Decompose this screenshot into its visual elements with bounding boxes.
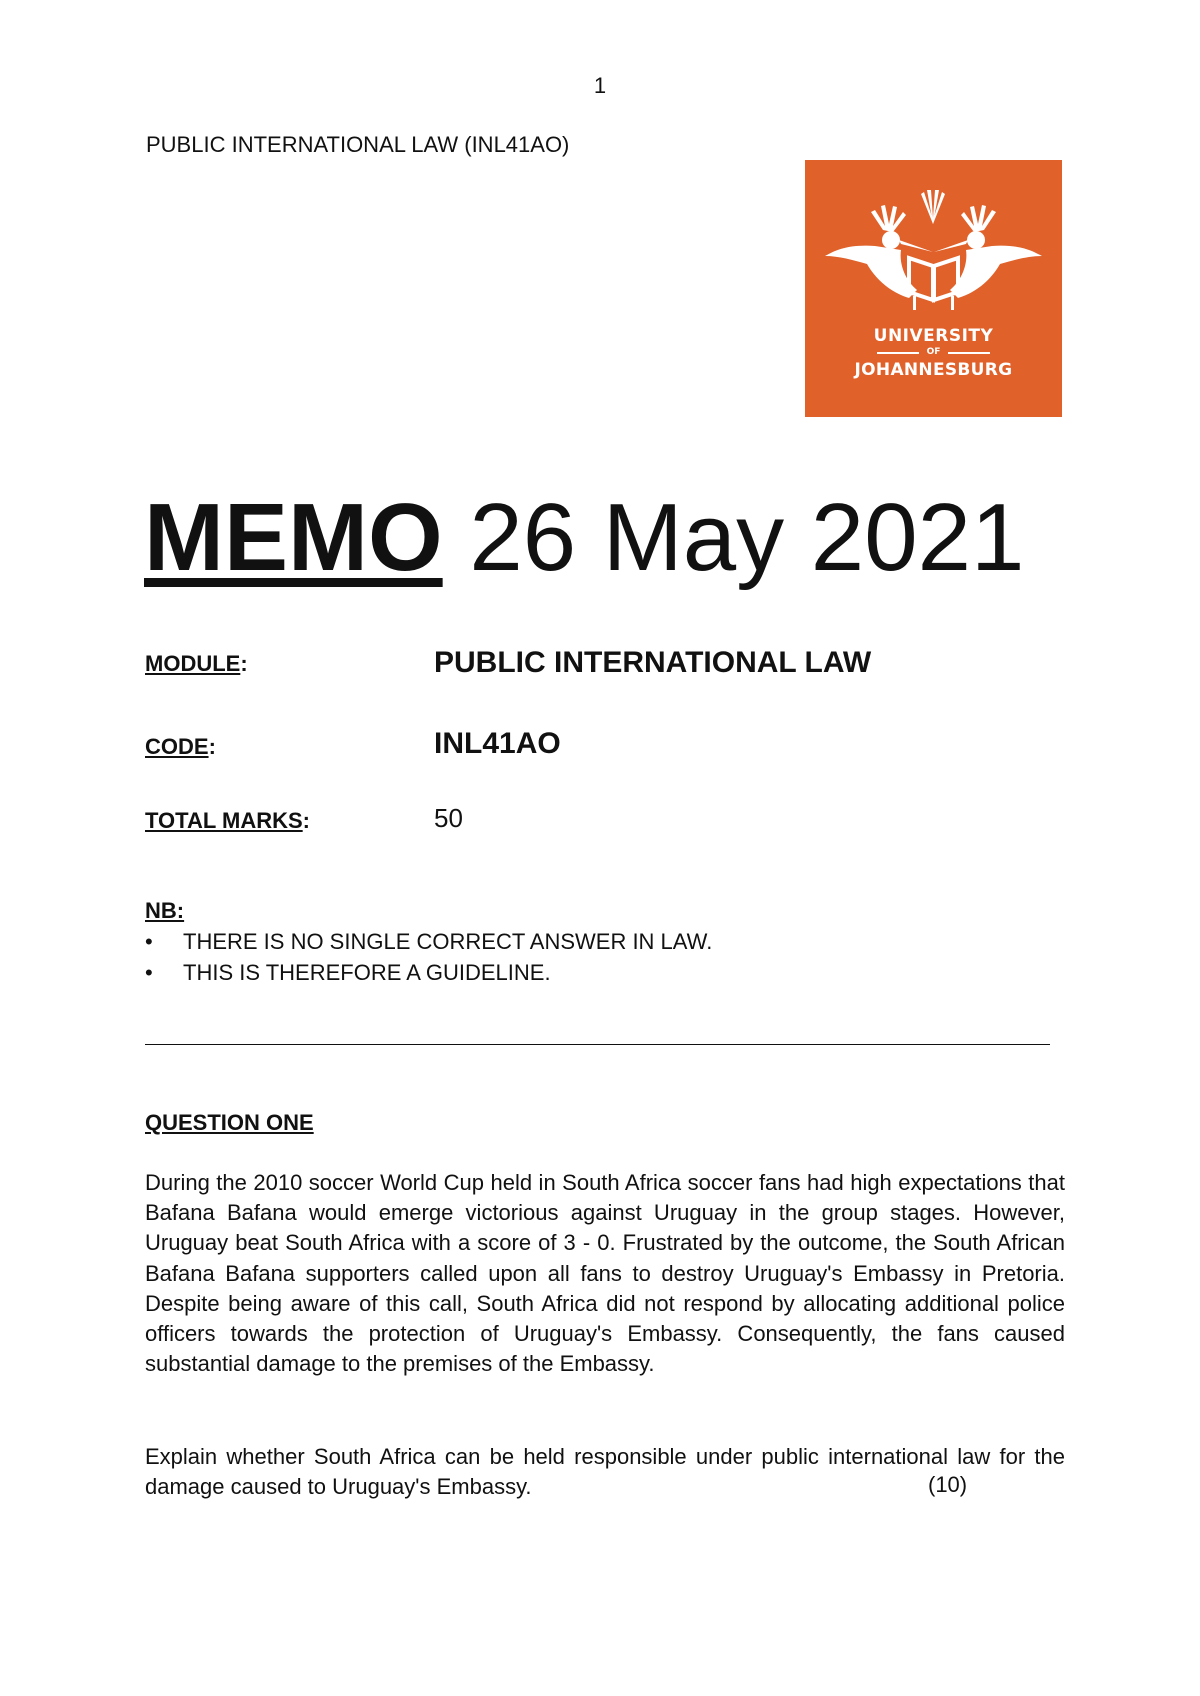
total-marks-value: 50 bbox=[434, 803, 463, 833]
section-divider bbox=[145, 1044, 1050, 1045]
module-label: MODULE: bbox=[145, 651, 248, 676]
total-marks-label: TOTAL MARKS: bbox=[145, 808, 310, 833]
running-header: PUBLIC INTERNATIONAL LAW (INL41AO) bbox=[146, 132, 570, 157]
question-ask: Explain whether South Africa can be held responsible under public international law for the damage caused to Uruguay's Embassy. bbox=[145, 1444, 1065, 1500]
question-body: During the 2010 soccer World Cup held in South Africa soccer fans had high expectations that Bafana Bafana would emerge victorious against Uruguay in the group stages. However, Uruguay beat South Africa with a score of 3 - 0. Frustrated by the outcome, the South African Bafana Bafana supporters called upon all fans to destroy Uruguay's Embassy in Pretoria. Despite being aware of this call, South Africa did not respond by allocating additional police officers towards the protection of Uruguay's Embassy. Consequently, the fans caused substantial damage to the premises of the Embassy. bbox=[145, 1170, 1065, 1377]
code-value: INL41AO bbox=[434, 727, 561, 760]
question-marks: (10) bbox=[928, 1472, 968, 1497]
nb-list bbox=[145, 926, 712, 988]
logo-rule-right bbox=[948, 352, 990, 354]
bullet-icon: • bbox=[145, 960, 153, 985]
nb-label: NB: bbox=[145, 898, 185, 923]
memo-title bbox=[144, 484, 1025, 591]
code-label: CODE: bbox=[145, 734, 216, 759]
hornbill-birds-icon bbox=[805, 160, 1062, 320]
logo-text-of: OF bbox=[926, 347, 941, 357]
logo-text-johannesburg: JOHANNESBURG bbox=[854, 360, 1013, 380]
university-logo bbox=[805, 160, 1062, 417]
nb-item: • THIS IS THEREFORE A GUIDELINE. bbox=[145, 957, 712, 988]
page-number: 1 bbox=[593, 73, 607, 98]
bullet-icon: • bbox=[145, 929, 153, 954]
memo-title-word: MEMO bbox=[144, 484, 443, 591]
question-heading: QUESTION ONE bbox=[145, 1110, 314, 1135]
logo-text-university: UNIVERSITY bbox=[873, 326, 994, 346]
module-value: PUBLIC INTERNATIONAL LAW bbox=[434, 646, 872, 679]
memo-title-date: 26 May 2021 bbox=[469, 484, 1025, 591]
nb-item: • THERE IS NO SINGLE CORRECT ANSWER IN LAW. bbox=[145, 926, 712, 957]
